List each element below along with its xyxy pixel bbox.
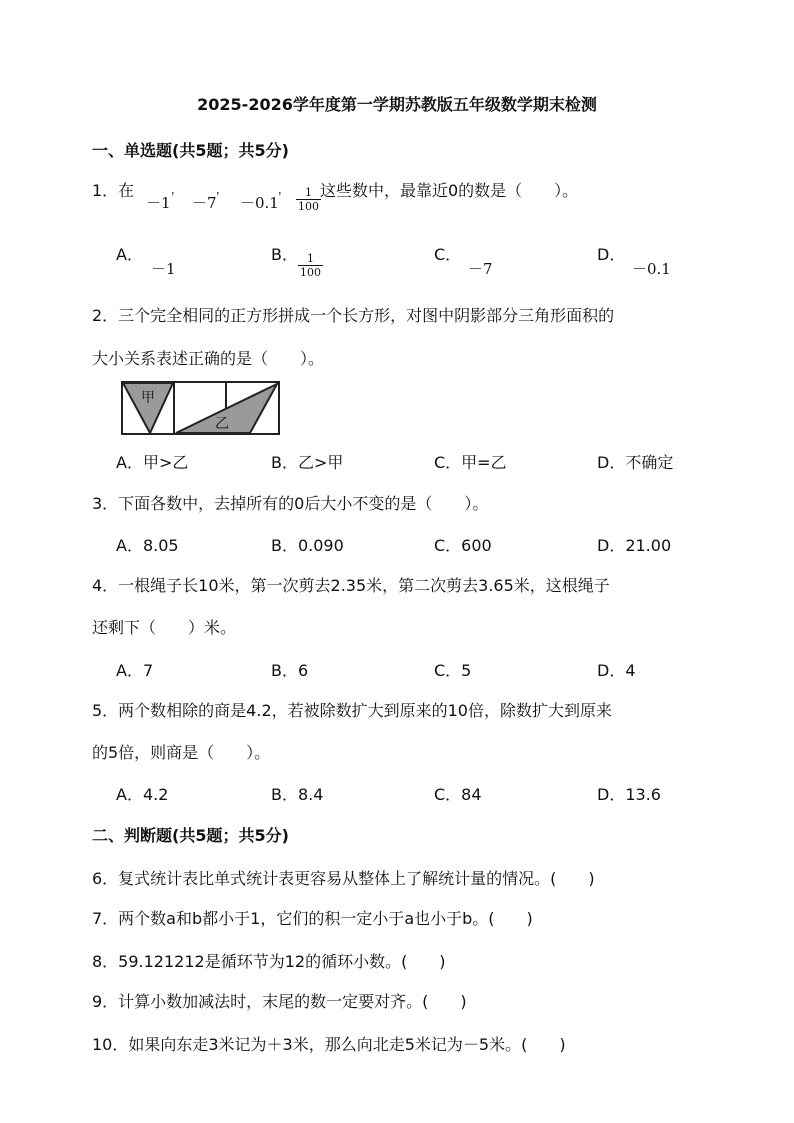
q5-option-b[interactable]: B．8.4 bbox=[271, 785, 324, 804]
fraction-numerator: 1 bbox=[305, 186, 312, 199]
judge-question-7: 7．两个数a和b都小于1，它们的积一定小于a也小于b。( ) bbox=[92, 909, 533, 928]
label-yi: 乙 bbox=[215, 416, 229, 432]
q3-option-d[interactable]: D．21.00 bbox=[597, 536, 672, 555]
question-3-text: 3．下面各数中，去掉所有的0后大小不变的是（ ）。 bbox=[92, 494, 489, 513]
question-2-line-2: 大小关系表述正确的是（ ）。 bbox=[92, 349, 325, 368]
judge-question-6: 6．复式统计表比单式统计表更容易从整体上了解统计量的情况。( ) bbox=[92, 869, 595, 888]
fraction-denominator: 100 bbox=[298, 200, 319, 213]
q4-option-c[interactable]: C．5 bbox=[434, 661, 472, 680]
q5-option-d[interactable]: D．13.6 bbox=[597, 785, 661, 804]
q1-option-a-label[interactable]: A． bbox=[116, 245, 143, 264]
q1-number-minus-1: －1 bbox=[146, 194, 171, 212]
judge-question-10: 10．如果向东走3米记为＋3米，那么向北走5米记为－5米。( ) bbox=[92, 1035, 566, 1054]
fraction-numerator: 1 bbox=[307, 252, 314, 265]
q1-option-c-label[interactable]: C． bbox=[434, 245, 462, 264]
three-squares-figure bbox=[120, 380, 282, 436]
q5-option-a[interactable]: A．4.2 bbox=[116, 785, 169, 804]
q3-option-b[interactable]: B．0.090 bbox=[271, 536, 344, 555]
q1-option-b-fraction bbox=[298, 252, 323, 280]
question-5-line-1: 5．两个数相除的商是4.2，若被除数扩大到原来的10倍，除数扩大到原来 bbox=[92, 701, 612, 720]
q4-option-b[interactable]: B．6 bbox=[271, 661, 309, 680]
q1-fraction bbox=[296, 186, 321, 214]
q1-separator: ， bbox=[278, 183, 289, 196]
page-title: 2025-2026学年度第一学期苏教版五年级数学期末检测 bbox=[197, 95, 597, 114]
q1-option-b-label[interactable]: B． bbox=[271, 245, 298, 264]
q1-option-c-value: －7 bbox=[468, 260, 493, 278]
q1-number-minus-0-1: －0.1 bbox=[240, 194, 279, 212]
section-heading-single-choice: 一、单选题(共5题；共5分) bbox=[92, 141, 289, 160]
q1-option-d-value: －0.1 bbox=[632, 260, 671, 278]
question-2-line-1: 2．三个完全相同的正方形拼成一个长方形，对图中阴影部分三角形面积的 bbox=[92, 306, 615, 325]
question-4-line-1: 4．一根绳子长10米，第一次剪去2.35米，第二次剪去3.65米，这根绳子 bbox=[92, 576, 610, 595]
q1-separator: ， bbox=[171, 183, 182, 196]
q2-option-b[interactable]: B．乙>甲 bbox=[271, 453, 344, 472]
fraction-denominator: 100 bbox=[300, 266, 321, 279]
q1-separator: ， bbox=[216, 183, 227, 196]
question-4-line-2: 还剩下（ ）米。 bbox=[92, 618, 237, 637]
question-1-prefix: 1．在 bbox=[92, 181, 135, 200]
judge-question-8: 8．59.121212是循环节为12的循环小数。( ) bbox=[92, 952, 446, 971]
q1-number-minus-7: －7 bbox=[192, 194, 217, 212]
judge-question-9: 9．计算小数加减法时，末尾的数一定要对齐。( ) bbox=[92, 992, 467, 1011]
question-5-line-2: 的5倍，则商是（ ）。 bbox=[92, 743, 271, 762]
q4-option-d[interactable]: D．4 bbox=[597, 661, 636, 680]
q1-option-a-value: －1 bbox=[151, 260, 176, 278]
question-1-text: 这些数中，最靠近0的数是（ ）。 bbox=[320, 181, 579, 200]
q4-option-a[interactable]: A．7 bbox=[116, 661, 154, 680]
q2-option-a[interactable]: A．甲>乙 bbox=[116, 453, 189, 472]
q1-option-d-label[interactable]: D． bbox=[597, 245, 626, 264]
q3-option-c[interactable]: C．600 bbox=[434, 536, 492, 555]
q2-option-d[interactable]: D．不确定 bbox=[597, 453, 674, 472]
q5-option-c[interactable]: C．84 bbox=[434, 785, 482, 804]
q2-option-c[interactable]: C．甲=乙 bbox=[434, 453, 507, 472]
section-heading-true-false: 二、判断题(共5题；共5分) bbox=[92, 826, 289, 845]
q3-option-a[interactable]: A．8.05 bbox=[116, 536, 179, 555]
label-jia: 甲 bbox=[141, 390, 155, 406]
